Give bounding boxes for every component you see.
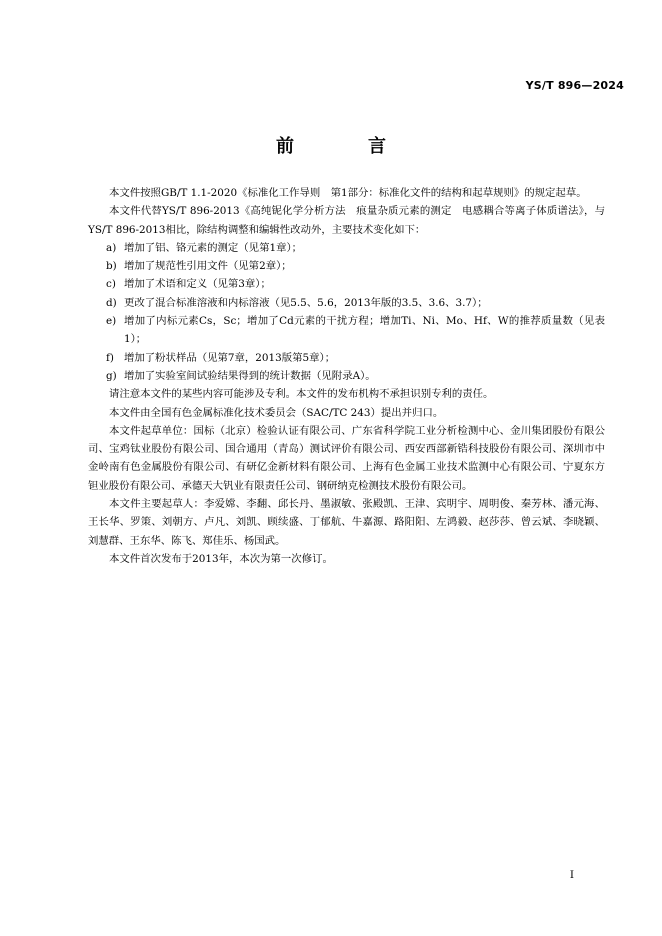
page-title: 前 言 [276,136,414,157]
list-marker: a) [106,241,117,254]
list-item-text: 增加了术语和定义（见第3章）； [124,278,271,291]
list-item-text: 增加了铝、铬元素的测定（见第1章）； [124,241,303,254]
paragraph-proposer: 本文件由全国有色金属标准化技术委员会（SAC/TC 243）提出并归口。 [109,406,444,419]
paragraph-drafting-organizations: 本文件起草单位：国标（北京）检验认证有限公司、广东省科学院工业分析检测中心、金川集团股份有限公司、宝鸡钛业股份有限公司、国合通用（青岛）测试评价有限公司、西安西部新锆科技股份有限公司、深圳市中金岭南有色金属股份有限公司、有研亿金新材料有限公司、上海有色金属工业技术监测中心有限公司、宁夏东方钽业股份有限公司、承德天大钒业有限责任公司、钢研纳克检测技术股份有限公司。 [88,424,605,492]
list-item [88,312,605,349]
paragraph-drafting-rules: 本文件按照GB/T 1.1-2020《标准化工作导则 第1部分：标准化文件的结构和起草规则》的规定起草。 [109,187,587,199]
list-item [88,257,605,275]
standard-code: YS/T 896—2024 [525,79,624,92]
list-item [88,294,605,312]
list-marker: c) [106,278,116,291]
paragraph-drafters: 本文件主要起草人：李爱嫦、李翻、邱长丹、墨淑敏、张殿凯、王津、宾明宇、周明俊、秦芳林、潘元海、王长华、罗策、刘朝方、卢凡、刘凯、顾续盛、丁郁航、牛嘉源、路阳阳、左鸿毅、赵莎莎、曾云斌、李晓颖、刘慧群、王东华、陈飞、郑佳乐、杨国武。 [88,498,605,547]
paragraph-replacement-note: 本文件代替YS/T 896-2013《高纯铌化学分析方法 痕量杂质元素的测定 电感耦合等离子体质谱法》，与YS/T 896-2013相比，除结构调整和编辑性改动外，主要技术变化如下： [88,205,605,236]
paragraph-publication-history: 本文件首次发布于2013年，本次为第一次修订。 [109,552,333,565]
list-marker: d) [106,296,117,309]
list-item-text: 增加了内标元素Cs，Sc；增加了Cd元素的干扰方程；增加Ti、Ni、Mo、Hf、W的推荐质量数（见表1）； [124,315,605,346]
list-item-text: 增加了实验室间试验结果得到的统计数据（见附录A）。 [124,369,376,382]
list-item-text: 增加了规范性引用文件（见第2章）； [124,260,292,273]
list-item-text: 增加了粉状样品（见第7章，2013版第5章）； [124,351,336,364]
list-item-text: 更改了混合标准溶液和内标溶液（见5.5、5.6，2013年版的3.5、3.6、3.7）； [124,296,488,309]
foreword-body [88,184,605,568]
list-item [88,349,605,367]
list-item [88,275,605,293]
list-marker: f) [106,351,114,364]
list-item [88,367,605,385]
paragraph-patent-notice: 请注意本文件的某些内容可能涉及专利。本文件的发布机构不承担识别专利的责任。 [109,388,494,401]
technical-changes-list [88,239,605,385]
list-marker: g) [106,369,117,382]
list-marker: e) [106,315,117,328]
page-number: I [569,869,574,881]
list-marker: b) [106,260,117,273]
list-item [88,239,605,257]
